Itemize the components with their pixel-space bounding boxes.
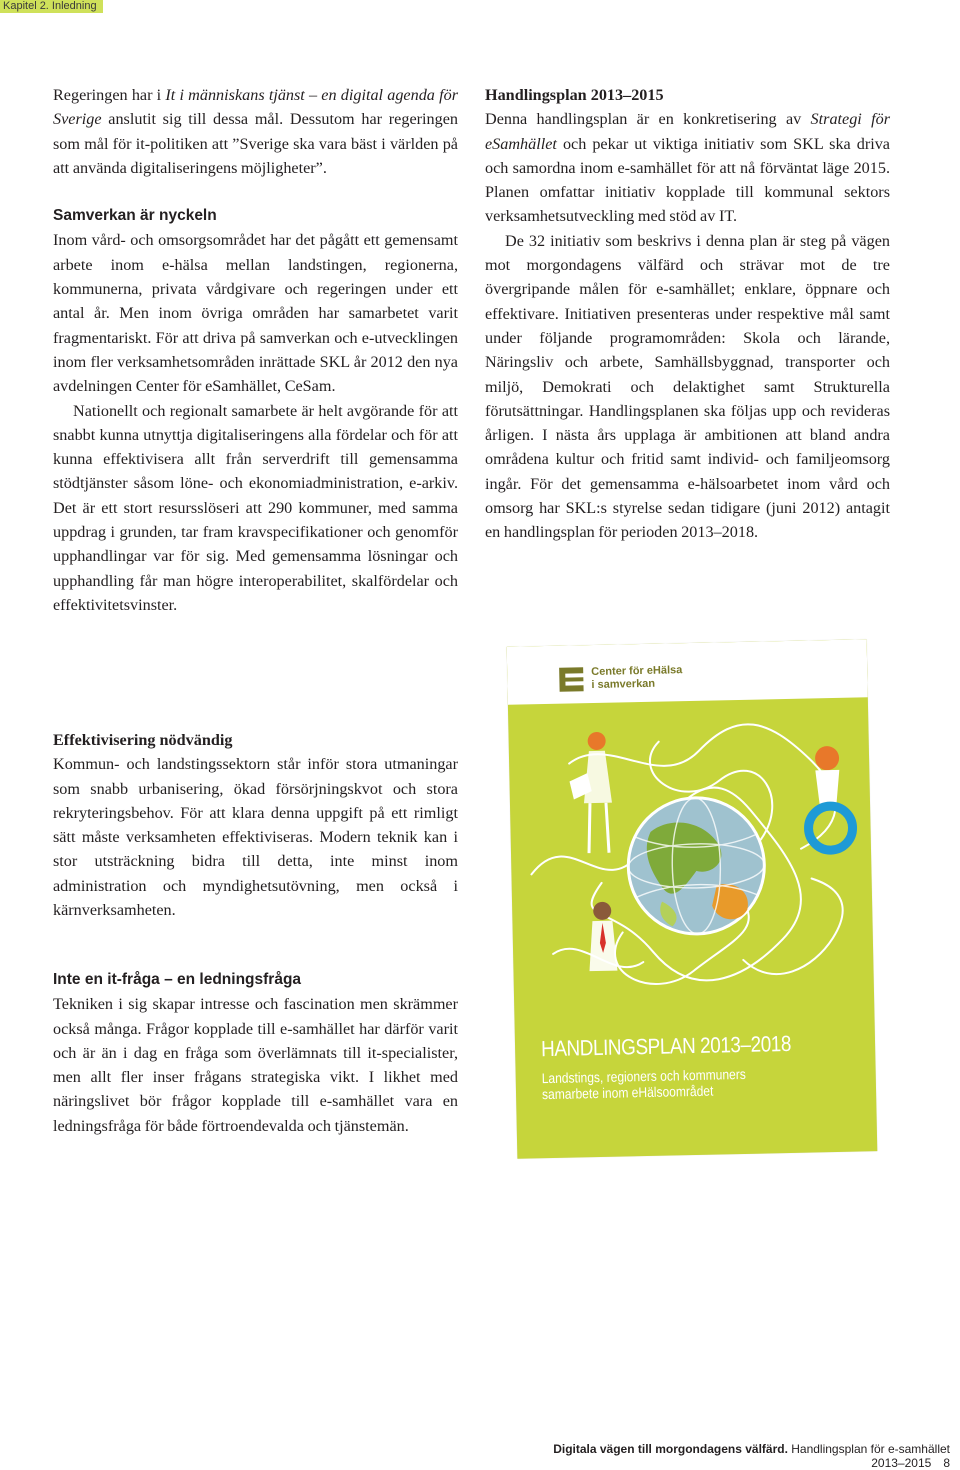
handlingsplan-text-1: Denna handlingsplan är en konkretisering av (485, 110, 811, 129)
samverkan-paragraph-2: Nationellt och regionalt samarbete är helt avgörande för att snabbt kunna utnyttja digitaliseringens alla fördelar och för att kunna effektivisera allt från serverdrift till gemensamma stödtjänster såsom löne- och ekonomiadministration, e-arkiv. Det är ett stort resursslöseri att 290 kommuner, med samma uppdrag i grunden, tar fram kravspecifikationer och genomför upphandlingar var för sig. Med gemensamma lösningar och upphandling får man högre interoperabilitet, skalfördelar och effektivitetsvinster. (53, 401, 458, 614)
logo-line-1: Center för eHälsa (591, 664, 683, 679)
cover-illustration (508, 697, 874, 1014)
handlingsplan-paragraph-2: De 32 initiativ som beskrivs i denna plan är steg på vägen mot morgondagens välfärd och strävar mot de tre övergripande målen för e-samhället; enklare, öppnare och effektivare. Initiativen presenteras under respektive mål samt under följande programområden: Skola och lärande, Näringsliv och arbete, Samhällsbyggnad, transporter och miljö, Demokrati och delaktighet samt Strukturella förutsättningar. Handlingsplanen ska följas upp och revideras årligen. I nästa års upplaga är ambitionen att bland andra områdena kultur och fritid samt individ- och familjeomsorg ingår. För det gemensamma e-hälsoarbetet inom vård och omsorg har SKL:s styrelse sedan tidigare (juni 2012) antagit en handlingsplan för perioden 2013–2018. (485, 231, 890, 542)
cover-subtitle (542, 1064, 826, 1102)
intro-text-1: Regeringen har i (53, 86, 166, 104)
cover-title: HANDLINGSPLAN 2013–2018 (540, 1030, 792, 1062)
handlingsplan-cover-image (507, 639, 878, 1158)
cover-subtitle-line-1: Landstings, regioners och kommuners (541, 1065, 746, 1087)
running-head: Kapitel 2. Inledning (0, 0, 103, 13)
samverkan-heading: Samverkan är nyckeln (53, 207, 217, 225)
cover-header (507, 639, 868, 705)
globe-icon (627, 796, 766, 935)
page-number: 8 (943, 1456, 950, 1470)
footer-publication-title: Digitala vägen till morgondagens välfärd. (553, 1442, 788, 1456)
ehalsa-logo-icon (557, 665, 586, 694)
strategi-title: Strategi för eSamhället (485, 110, 891, 153)
footer-document-title: Handlingsplan för e-samhället 2013–2015 (787, 1442, 950, 1470)
cover-subtitle-line-2: samarbete inom eHälsoområdet (541, 1082, 714, 1103)
left-column (53, 83, 458, 617)
handlingsplan-text-3: och pekar ut viktiga initiativ som SKL ska driva och samordna inom e-samhället för att nå förväntat läge 2015. Planen omfattar initiativ kopplade till kommunal sektors verksamhetsutveckling med stöd av IT. (485, 134, 890, 226)
right-column (485, 83, 890, 545)
intro-text-3: anslutit sig till dessa mål. Dessutom har regeringen som mål för it-politiken att ”Sverige ska vara bäst i världen på att använda digitaliseringens möjligheter”. (53, 110, 458, 177)
effektivisering-paragraph: Kommun- och landstingssektorn står inför stora utmaningar som snabb urbanisering, ökad försörjningskvot och stora rekryteringsbehov. För att klara denna uppgift på ett rimligt sätt måste verksamheten effektiviseras. Modern teknik kan i stor utsträckning bidra till detta, inte minst inom administration och myndighetsutövning, men också i kärnverksamheten. (53, 755, 458, 920)
person-with-ring-icon (807, 746, 853, 851)
man-figure-icon (588, 902, 617, 972)
effektivisering-heading: Effektivisering nödvändig (53, 731, 233, 749)
handlingsplan-paragraph-1 (485, 107, 890, 228)
itfraga-heading: Inte en it-fråga – en ledningsfråga (53, 971, 302, 988)
page-footer (530, 1442, 950, 1470)
itfraga-paragraph: Tekniken i sig skapar intresse och fascination men skrämmer också många. Frågor kopplade till e-samhället har därför varit och är än i dag en fråga som överlämnats till it-specialister, men allt fler inser frågans strategiska vikt. I likhet med näringslivet bör frågor kopplade till e-samhället vara en ledningsfråga för både förtroendevalda och tjänstemän. (53, 995, 458, 1135)
handlingsplan-heading: Handlingsplan 2013–2015 (485, 86, 664, 104)
intro-paragraph (53, 83, 458, 180)
itfraga-section (53, 968, 458, 1138)
intro-agenda-title: It i människans tjänst – en digital agenda för Sverige (53, 86, 458, 129)
samverkan-paragraph-1: Inom vård- och omsorgsområdet har det pågått ett gemensamt arbete inom e-hälsa mellan landstingen, regionerna, kommunerna, privata vårdgivare och regeringen under ett antal år. Men inom övriga områden har samarbetet varit fragmentariskt. För att driva på samverkan och e-utvecklingen inom fler verksamhetsområden inrättade SKL år 2012 den nya avdelningen Center för eSamhället, CeSam. (53, 231, 458, 396)
logo-line-2: i samverkan (591, 677, 656, 692)
woman-figure-icon (568, 732, 613, 854)
logo-text (591, 663, 732, 692)
effektivisering-section (53, 728, 458, 922)
